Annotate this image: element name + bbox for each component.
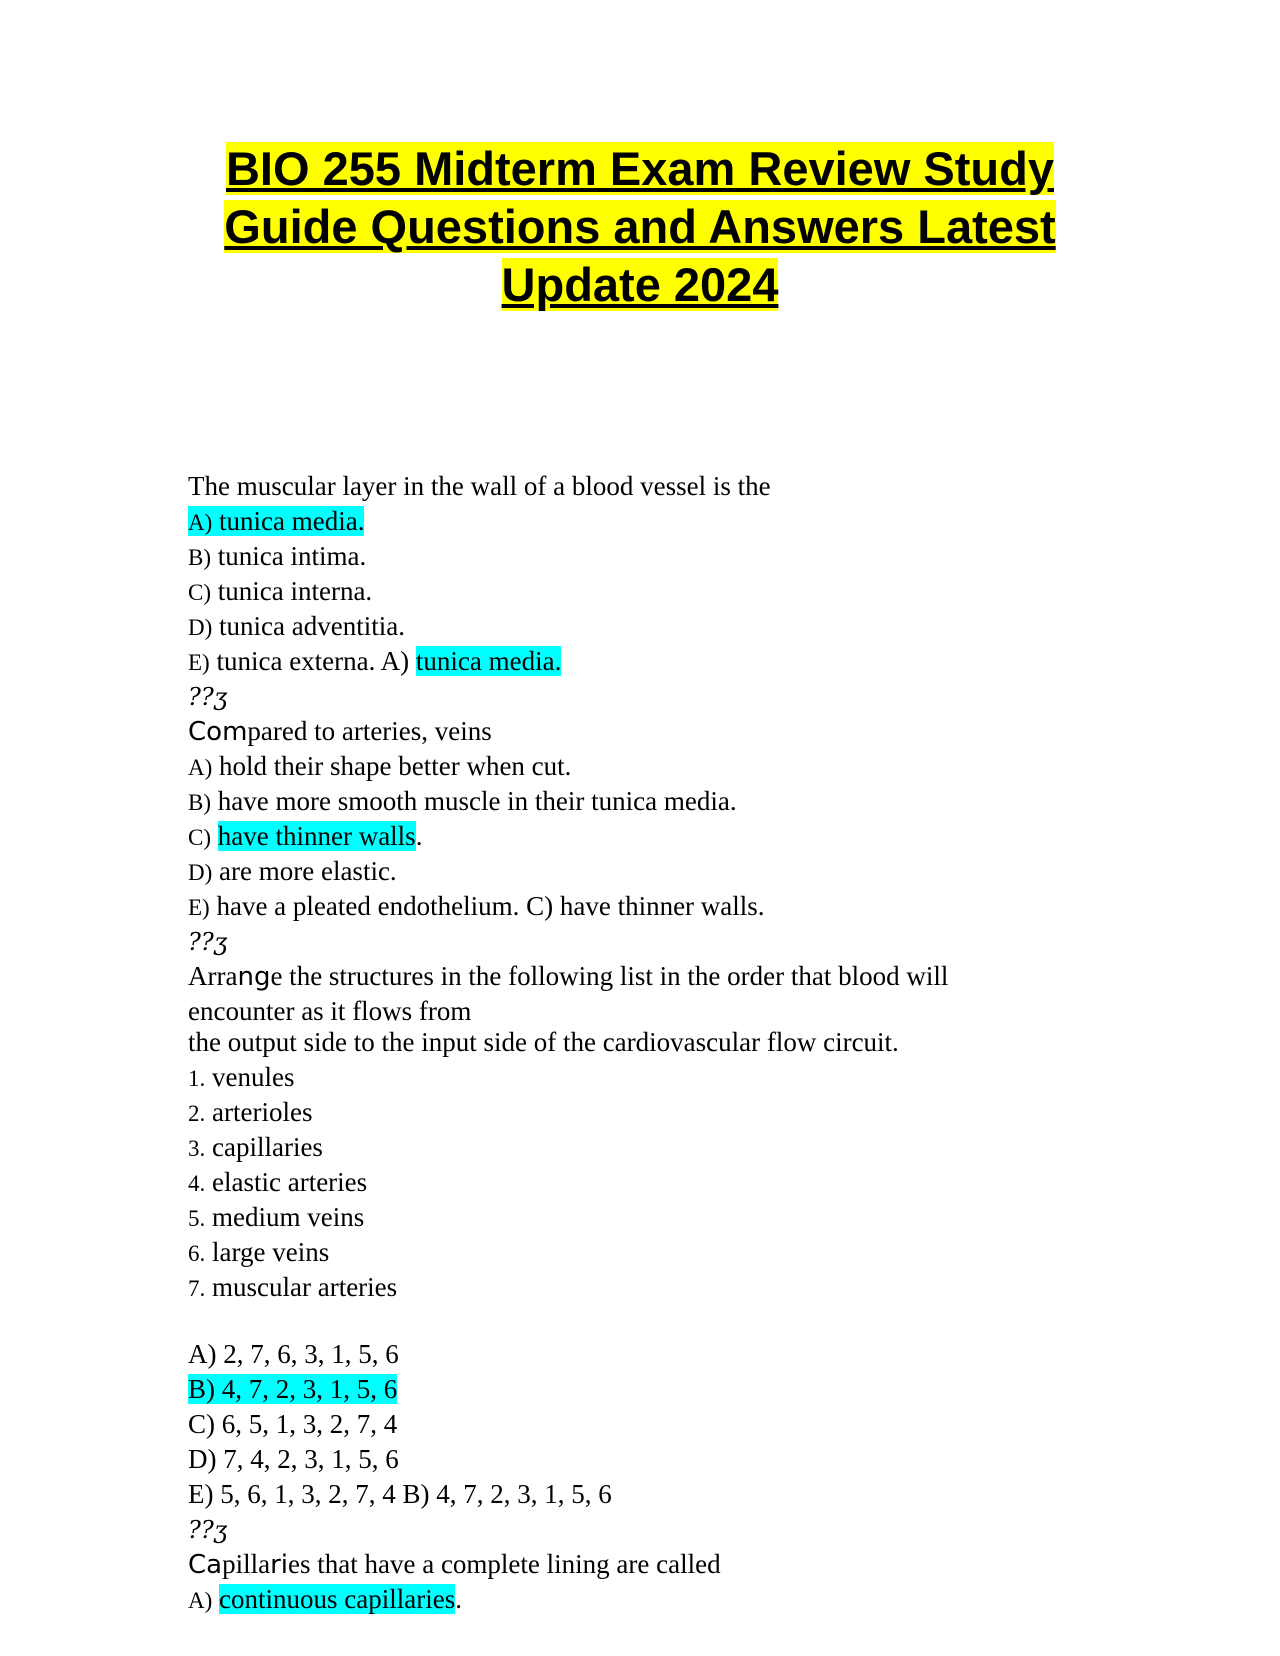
list-item: 5. medium veins bbox=[188, 1202, 365, 1232]
option-b: B) 4, 7, 2, 3, 1, 5, 6 bbox=[188, 1374, 398, 1404]
option-a: A) 2, 7, 6, 3, 1, 5, 6 bbox=[188, 1339, 399, 1369]
document-title bbox=[0, 140, 1280, 314]
separator: ??ʒ bbox=[188, 683, 228, 711]
option-d: D) are more elastic. bbox=[188, 856, 397, 886]
option-a: A) continuous capillaries. bbox=[188, 1584, 462, 1614]
option-b: B) tunica intima. bbox=[188, 541, 367, 571]
option-a: A) tunica media. bbox=[188, 506, 365, 536]
question-stem: encounter as it flows from bbox=[188, 996, 472, 1026]
answer: tunica media. bbox=[415, 646, 562, 676]
list-item: 3. capillaries bbox=[188, 1132, 323, 1162]
option-b: B) have more smooth muscle in their tunica media. bbox=[188, 786, 737, 816]
separator: ??ʒ bbox=[188, 1516, 228, 1544]
question-stem: The muscular layer in the wall of a blood vessel is the bbox=[188, 471, 771, 501]
document-body bbox=[188, 469, 1148, 1617]
list-item: 6. large veins bbox=[188, 1237, 330, 1267]
option-c: C) 6, 5, 1, 3, 2, 7, 4 bbox=[188, 1409, 398, 1439]
option-e: E) tunica externa. A) tunica media. bbox=[188, 646, 562, 676]
question-stem: Compared to arteries, veins bbox=[188, 716, 492, 747]
separator: ??ʒ bbox=[188, 928, 228, 956]
question-stem: the output side to the input side of the cardiovascular flow circuit. bbox=[188, 1027, 899, 1057]
title-line: Guide Questions and Answers Latest bbox=[224, 200, 1056, 253]
list-item: 1. venules bbox=[188, 1062, 295, 1092]
option-c: C) tunica interna. bbox=[188, 576, 373, 606]
option-c: C) have thinner walls. bbox=[188, 821, 423, 851]
list-item: 2. arterioles bbox=[188, 1097, 313, 1127]
option-a: A) hold their shape better when cut. bbox=[188, 751, 572, 781]
question-stem: Arrange the structures in the following list in the order that blood will bbox=[188, 961, 949, 992]
title-line: Update 2024 bbox=[501, 258, 779, 311]
list-item: 4. elastic arteries bbox=[188, 1167, 368, 1197]
option-e: E) 5, 6, 1, 3, 2, 7, 4 B) 4, 7, 2, 3, 1, 5, 6 bbox=[188, 1479, 612, 1509]
option-d: D) tunica adventitia. bbox=[188, 611, 405, 641]
list-item: 7. muscular arteries bbox=[188, 1272, 398, 1302]
option-e: E) have a pleated endothelium. C) have thinner walls. bbox=[188, 891, 765, 921]
question-stem: Capillaries that have a complete lining are called bbox=[188, 1549, 721, 1580]
title-line: BIO 255 Midterm Exam Review Study bbox=[225, 142, 1054, 195]
option-d: D) 7, 4, 2, 3, 1, 5, 6 bbox=[188, 1444, 399, 1474]
